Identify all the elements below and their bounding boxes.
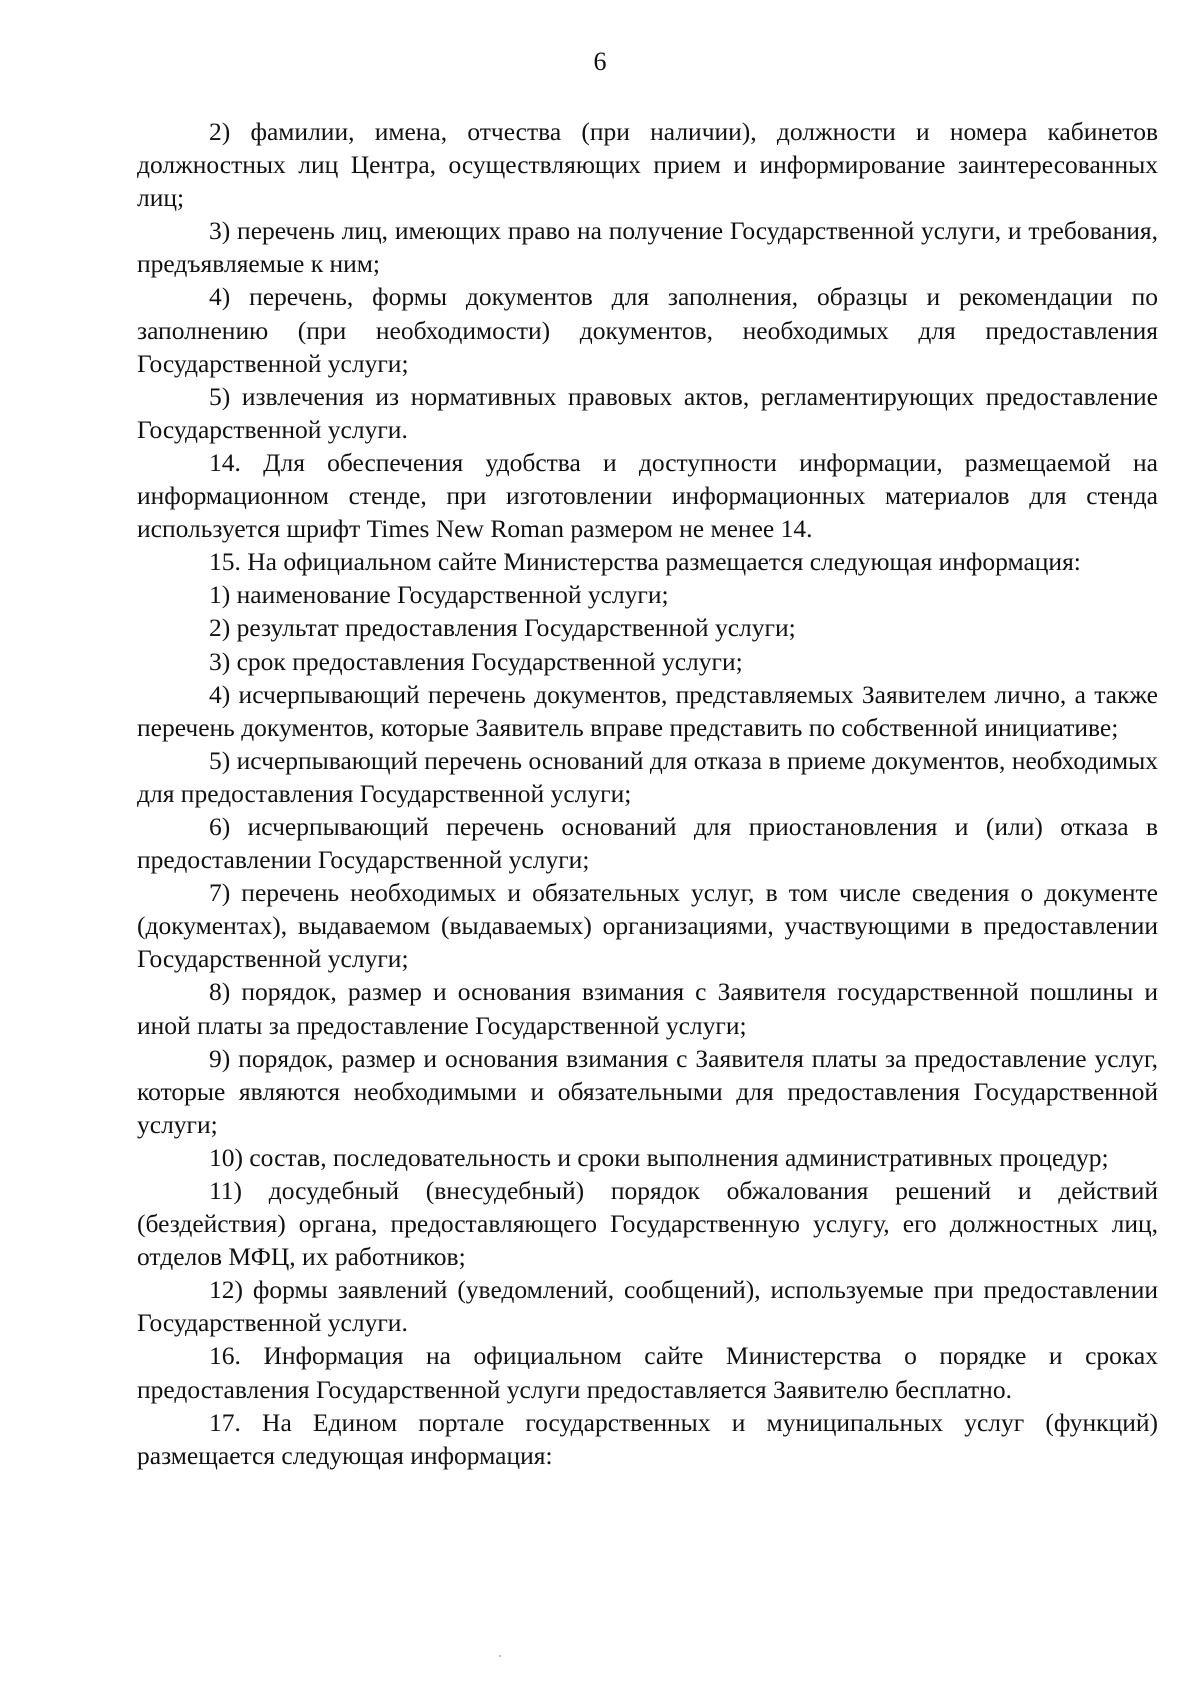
list-item-application-forms: 12) формы заявлений (уведомлений, сообщений), используемые при предоставлении Государственной услуги.: [137, 1275, 1158, 1338]
list-item-legal-extracts: 5) извлечения из нормативных правовых актов, регламентирующих предоставление Государственной услуги.: [137, 381, 1158, 444]
list-item-contacts: 2) фамилии, имена, отчества (при наличии), должности и номера кабинетов должностных лиц Центра, осуществляющих прием и информирование заинтересованных лиц;: [137, 117, 1158, 213]
list-item-service-fee: 9) порядок, размер и основания взимания с Заявителя платы за предоставление услуг, которые являются необходимыми и обязательными для предоставления Государственной услуги;: [137, 1043, 1158, 1139]
clause-16: 16. Информация на официальном сайте Министерства о порядке и сроках предоставления Государственной услуги предоставляется Заявителю бесплатно.: [137, 1341, 1158, 1404]
list-item-required-documents: 4) исчерпывающий перечень документов, представляемых Заявителем лично, а также перечень документов, которые Заявитель вправе представить по собственной инициативе;: [137, 679, 1158, 742]
list-item-service-result: 2) результат предоставления Государственной услуги;: [209, 613, 796, 643]
clause-15: 15. На официальном сайте Министерства размещается следующая информация:: [209, 547, 1081, 577]
list-item-procedures: 10) состав, последовательность и сроки выполнения административных процедур;: [209, 1142, 1109, 1172]
list-item-mandatory-services: 7) перечень необходимых и обязательных услуг, в том числе сведения о документе (документах), выдаваемом (выдаваемых) организациями, участвующими в предоставлении Государственной услуги;: [137, 878, 1158, 974]
list-item-refusal-grounds-acceptance: 5) исчерпывающий перечень оснований для отказа в приеме документов, необходимых для предоставления Государственной услуги;: [137, 745, 1158, 808]
list-item-state-fee: 8) порядок, размер и основания взимания с Заявителя государственной пошлины и иной платы за предоставление Государственной услуги;: [137, 977, 1158, 1040]
clause-17: 17. На Едином портале государственных и муниципальных услуг (функций) размещается следующая информация:: [137, 1407, 1158, 1470]
list-item-service-term: 3) срок предоставления Государственной услуги;: [209, 646, 743, 676]
list-item-suspension-grounds: 6) исчерпывающий перечень оснований для приостановления и (или) отказа в предоставлении Государственной услуги;: [137, 811, 1158, 875]
list-item-appeal-procedure: 11) досудебный (внесудебный) порядок обжалования решений и действий (бездействия) органа, предоставляющего Государственную услугу, его должностных лиц, отделов МФЦ, их работников;: [137, 1176, 1158, 1272]
clause-14: 14. Для обеспечения удобства и доступности информации, размещаемой на информационном стенде, при изготовлении информационных материалов для стенда используется шрифт Times New Roman размером не менее 14.: [137, 447, 1158, 544]
list-item-eligible-persons: 3) перечень лиц, имеющих право на получение Государственной услуги, и требования, предъявляемые к ним;: [137, 216, 1158, 279]
page-number: 6: [593, 47, 607, 76]
scan-artifact-dot: [499, 1655, 501, 1657]
document-body: [137, 115, 1158, 1472]
list-item-document-forms: 4) перечень, формы документов для заполнения, образцы и рекомендации по заполнению (при необходимости) документов, необходимых для предоставления Государственной услуги;: [137, 282, 1158, 378]
list-item-service-name: 1) наименование Государственной услуги;: [209, 580, 669, 610]
